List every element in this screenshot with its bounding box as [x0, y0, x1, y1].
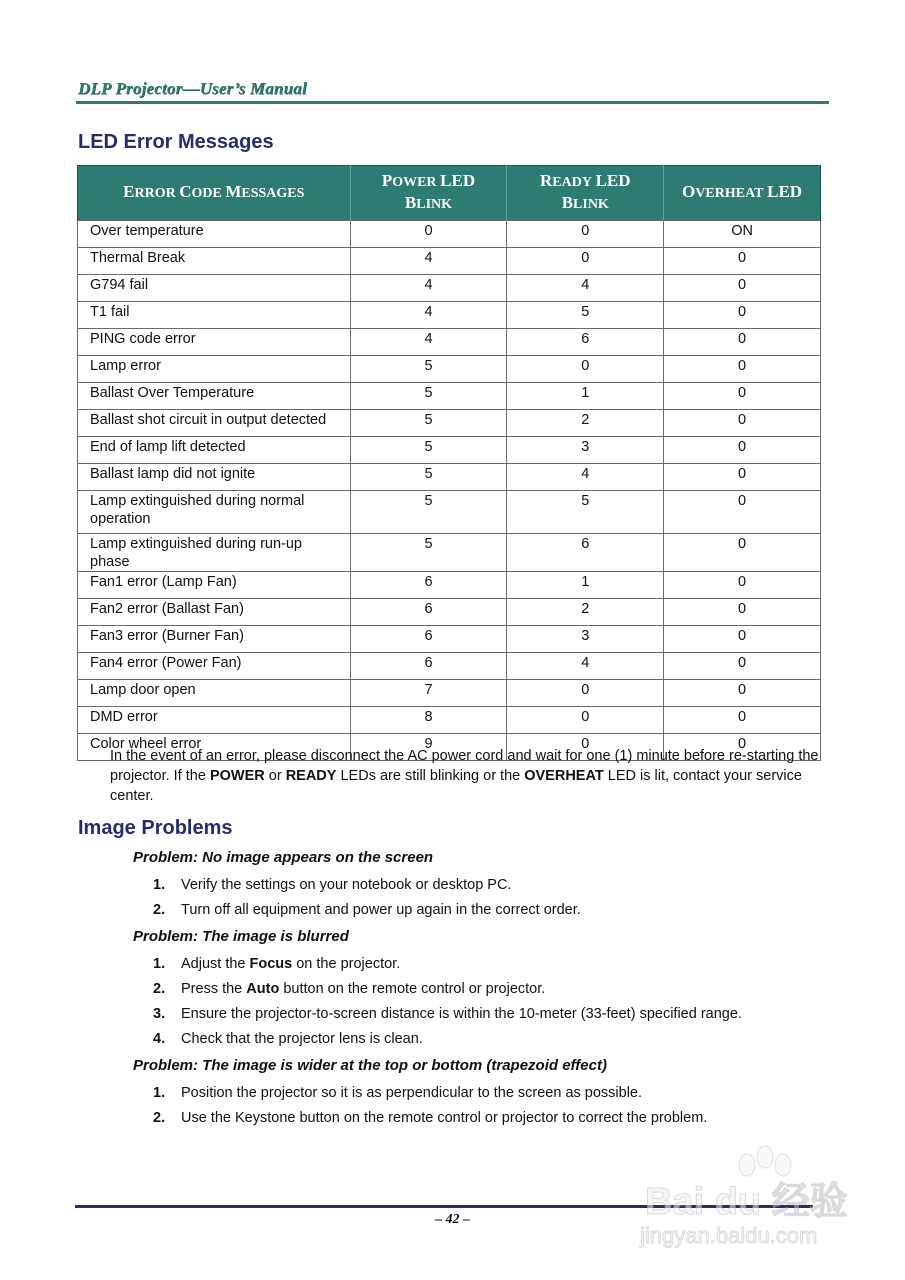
- cell-overheat: 0: [664, 534, 821, 572]
- led-error-table: [77, 165, 821, 761]
- cell-power-blink: 4: [350, 329, 507, 356]
- list-item: 2. Press the Auto button on the remote control or projector.: [153, 981, 546, 997]
- error-note-paragraph: In the event of an error, please disconnect the AC power cord and wait for one (1) minute before re-starting the projector. If the POWER or READY LEDs are still blinking or the OVERHEAT LED is lit, contact your service center.: [110, 748, 819, 804]
- cell-power-blink: 5: [350, 491, 507, 534]
- table-row: [78, 356, 821, 383]
- cell-power-blink: 0: [350, 221, 507, 248]
- cell-overheat: 0: [664, 599, 821, 626]
- cell-ready-blink: 0: [507, 707, 664, 734]
- table-row: [78, 221, 821, 248]
- table-header-row: [78, 166, 821, 221]
- cell-ready-blink: 3: [507, 626, 664, 653]
- cell-power-blink: 7: [350, 680, 507, 707]
- running-header-title: DLP Projector—User’s Manual: [78, 79, 307, 98]
- watermark-url: jingyan.baidu.com: [640, 1223, 818, 1248]
- cell-error-message: Fan4 error (Power Fan): [78, 653, 351, 680]
- cell-error-message: DMD error: [78, 707, 351, 734]
- cell-power-blink: 6: [350, 572, 507, 599]
- cell-error-message: Ballast shot circuit in output detected: [78, 410, 351, 437]
- cell-error-message: Lamp error: [78, 356, 351, 383]
- cell-overheat: ON: [664, 221, 821, 248]
- table-row: [78, 534, 821, 572]
- cell-ready-blink: 4: [507, 464, 664, 491]
- watermark-brand: Bai du 经验: [645, 1181, 848, 1223]
- cell-error-message: Ballast lamp did not ignite: [78, 464, 351, 491]
- cell-overheat: 0: [664, 626, 821, 653]
- table-row: [78, 437, 821, 464]
- cell-power-blink: 5: [350, 410, 507, 437]
- cell-ready-blink: 1: [507, 383, 664, 410]
- cell-ready-blink: 0: [507, 734, 664, 761]
- cell-ready-blink: 5: [507, 302, 664, 329]
- table-row: [78, 653, 821, 680]
- cell-ready-blink: 2: [507, 599, 664, 626]
- list-item: 1. Adjust the Focus on the projector.: [153, 956, 401, 972]
- cell-error-message: Fan3 error (Burner Fan): [78, 626, 351, 653]
- cell-error-message: Lamp extinguished during normal operation: [78, 491, 351, 534]
- cell-overheat: 0: [664, 329, 821, 356]
- cell-ready-blink: 3: [507, 437, 664, 464]
- list-item: 1. Verify the settings on your notebook or desktop PC.: [153, 877, 512, 893]
- cell-power-blink: 5: [350, 356, 507, 383]
- cell-power-blink: 9: [350, 734, 507, 761]
- cell-power-blink: 5: [350, 437, 507, 464]
- cell-overheat: 0: [664, 248, 821, 275]
- header-rule: [76, 101, 829, 104]
- cell-overheat: 0: [664, 410, 821, 437]
- cell-power-blink: 6: [350, 653, 507, 680]
- cell-error-message: Over temperature: [78, 221, 351, 248]
- table-row: [78, 302, 821, 329]
- cell-ready-blink: 2: [507, 410, 664, 437]
- list-item: 1. Position the projector so it is as perpendicular to the screen as possible.: [153, 1085, 643, 1101]
- problem-heading: Problem: The image is wider at the top or bottom (trapezoid effect): [133, 1057, 607, 1074]
- cell-error-message: Lamp door open: [78, 680, 351, 707]
- cell-ready-blink: 6: [507, 534, 664, 572]
- cell-overheat: 0: [664, 572, 821, 599]
- table-row: [78, 464, 821, 491]
- cell-overheat: 0: [664, 275, 821, 302]
- cell-ready-blink: 0: [507, 680, 664, 707]
- table-row: [78, 626, 821, 653]
- cell-error-message: G794 fail: [78, 275, 351, 302]
- problem-heading: Problem: The image is blurred: [133, 928, 349, 945]
- cell-overheat: 0: [664, 383, 821, 410]
- cell-ready-blink: 5: [507, 491, 664, 534]
- table-row: [78, 248, 821, 275]
- cell-error-message: T1 fail: [78, 302, 351, 329]
- column-header-overheat-led: OVERHEAT LED: [664, 166, 821, 221]
- list-item: 2. Use the Keystone button on the remote control or projector to correct the problem.: [153, 1110, 708, 1126]
- cell-overheat: 0: [664, 707, 821, 734]
- page-number: – 42 –: [435, 1212, 470, 1227]
- cell-overheat: 0: [664, 302, 821, 329]
- cell-error-message: Color wheel error: [78, 734, 351, 761]
- cell-power-blink: 4: [350, 275, 507, 302]
- table-row: [78, 680, 821, 707]
- problem-heading: Problem: No image appears on the screen: [133, 849, 434, 866]
- section-title-image-problems: Image Problems: [78, 817, 233, 839]
- cell-overheat: 0: [664, 437, 821, 464]
- cell-ready-blink: 4: [507, 275, 664, 302]
- cell-power-blink: 4: [350, 248, 507, 275]
- table-row: [78, 410, 821, 437]
- cell-error-message: Fan2 error (Ballast Fan): [78, 599, 351, 626]
- cell-error-message: Thermal Break: [78, 248, 351, 275]
- section-title-led-errors: LED Error Messages: [78, 131, 274, 153]
- cell-power-blink: 6: [350, 626, 507, 653]
- cell-error-message: Ballast Over Temperature: [78, 383, 351, 410]
- cell-ready-blink: 0: [507, 356, 664, 383]
- table-row: [78, 275, 821, 302]
- cell-power-blink: 8: [350, 707, 507, 734]
- cell-overheat: 0: [664, 464, 821, 491]
- table-row: [78, 491, 821, 534]
- cell-power-blink: 4: [350, 302, 507, 329]
- baidu-watermark: [640, 1145, 860, 1275]
- cell-error-message: Fan1 error (Lamp Fan): [78, 572, 351, 599]
- cell-ready-blink: 1: [507, 572, 664, 599]
- table-row: [78, 599, 821, 626]
- cell-ready-blink: 4: [507, 653, 664, 680]
- cell-overheat: 0: [664, 653, 821, 680]
- table-row: [78, 707, 821, 734]
- cell-ready-blink: 0: [507, 221, 664, 248]
- cell-error-message: Lamp extinguished during run-up phase: [78, 534, 351, 572]
- column-header-power-led: POWER LED BLINK: [350, 166, 507, 221]
- cell-ready-blink: 0: [507, 248, 664, 275]
- cell-overheat: 0: [664, 680, 821, 707]
- cell-ready-blink: 6: [507, 329, 664, 356]
- cell-overheat: 0: [664, 491, 821, 534]
- cell-overheat: 0: [664, 734, 821, 761]
- list-item: 4. Check that the projector lens is clean.: [153, 1031, 423, 1047]
- list-item: 3. Ensure the projector-to-screen distance is within the 10-meter (33-feet) specified range.: [153, 1006, 742, 1022]
- column-header-error-code: ERROR CODE MESSAGES: [78, 166, 351, 221]
- column-header-ready-led: READY LED BLINK: [507, 166, 664, 221]
- cell-power-blink: 6: [350, 599, 507, 626]
- cell-overheat: 0: [664, 356, 821, 383]
- table-row: [78, 329, 821, 356]
- cell-power-blink: 5: [350, 534, 507, 572]
- cell-power-blink: 5: [350, 464, 507, 491]
- table-row: [78, 572, 821, 599]
- list-item: 2. Turn off all equipment and power up again in the correct order.: [153, 902, 581, 918]
- table-row: [78, 383, 821, 410]
- cell-error-message: PING code error: [78, 329, 351, 356]
- cell-power-blink: 5: [350, 383, 507, 410]
- cell-error-message: End of lamp lift detected: [78, 437, 351, 464]
